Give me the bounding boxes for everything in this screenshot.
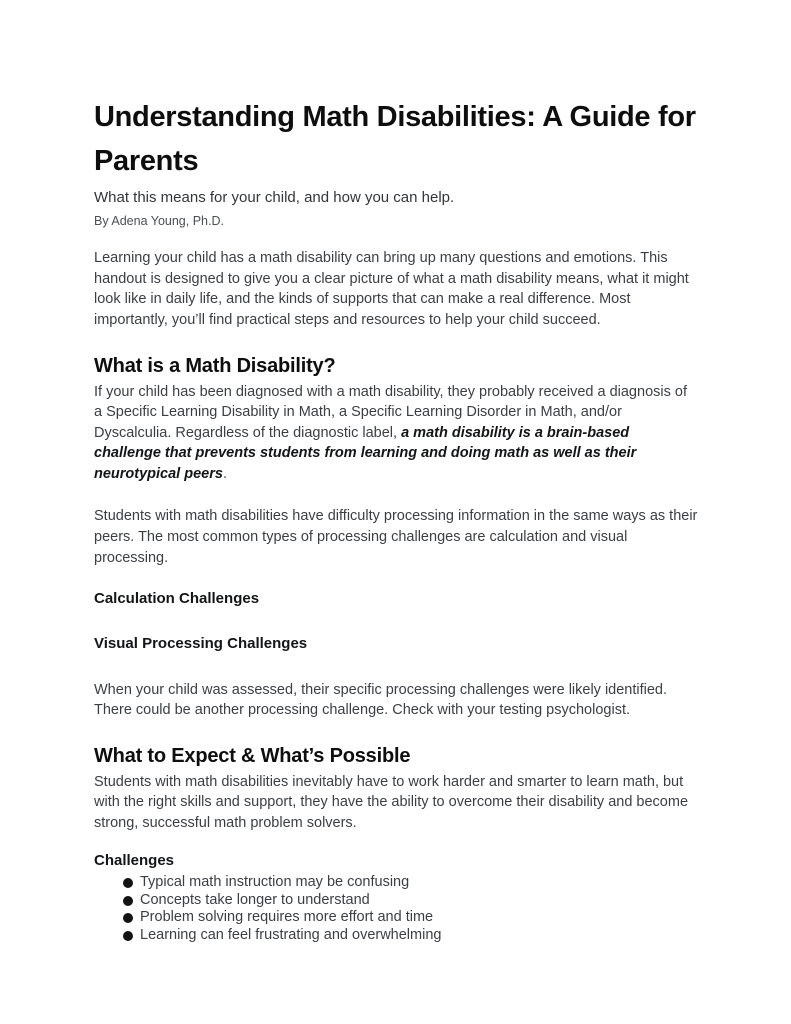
- list-item: [94, 892, 698, 910]
- intro-paragraph: Learning your child has a math disability can bring up many questions and emotions. This handout is designed to give you a clear picture of what a math disability means, what it might look like in daily life, and the kinds of supports that can make a real difference. Most importantly, you’ll find practical steps and resources to help your child succeed.: [94, 250, 689, 328]
- document-byline: By Adena Young, Ph.D.: [94, 214, 224, 228]
- what-is-paragraph-2: Students with math disabilities have difficulty processing information in the same ways as their peers. The most common types of processing challenges are calculation and visual processing.: [94, 508, 698, 566]
- section-heading-what-to-expect: What to Expect & What’s Possible: [94, 744, 411, 767]
- list-item: [94, 927, 698, 945]
- sub-heading-visual-processing-challenges: Visual Processing Challenges: [94, 634, 308, 652]
- bullet-icon: [123, 931, 133, 941]
- sub-heading-calculation-challenges: Calculation Challenges: [94, 590, 260, 608]
- list-item-text: Typical math instruction may be confusing: [140, 874, 410, 891]
- list-item-text: Problem solving requires more effort and time: [140, 909, 434, 926]
- document-subtitle: What this means for your child, and how you can help.: [94, 189, 455, 206]
- what-is-paragraph-1-emphasis-text: a math disability is a brain-based challenge that prevents students from learning and doing math as well as their neurotypical peers: [94, 424, 637, 482]
- sub-heading-challenges: Challenges: [94, 851, 175, 869]
- bullet-icon: [123, 913, 133, 923]
- list-item: [94, 909, 698, 927]
- what-is-paragraph-1-period: .: [222, 465, 227, 482]
- expect-paragraph: Students with math disabilities inevitably have to work harder and smarter to learn math, but with the right skills and support, they have the ability to overcome their disability and become strong, successful math problem solvers.: [94, 773, 689, 831]
- page-title: Understanding Math Disabilities: A Guide for Parents: [94, 101, 696, 177]
- section-heading-what-is-a-math-disability: What is a Math Disability?: [94, 354, 336, 377]
- bullet-icon: [123, 878, 133, 888]
- list-item: [94, 874, 698, 892]
- challenges-bullet-list: [94, 874, 698, 944]
- bullet-icon: [123, 896, 133, 906]
- list-item-text: Concepts take longer to understand: [140, 891, 370, 908]
- what-is-paragraph-3: When your child was assessed, their specific processing challenges were likely identified. There could be another processing challenge. Check with your testing psychologist.: [94, 681, 668, 719]
- list-item-text: Learning can feel frustrating and overwhelming: [140, 926, 442, 943]
- what-is-paragraph-1-normal-text: If your child has been diagnosed with a math disability, they probably received a diagnosis of a Specific Learning Disability in Math, a Specific Learning Disorder in Math, and/or Dyscalculia. Regardless of the diagnostic label,: [94, 383, 687, 441]
- what-is-paragraph-1: [94, 382, 698, 485]
